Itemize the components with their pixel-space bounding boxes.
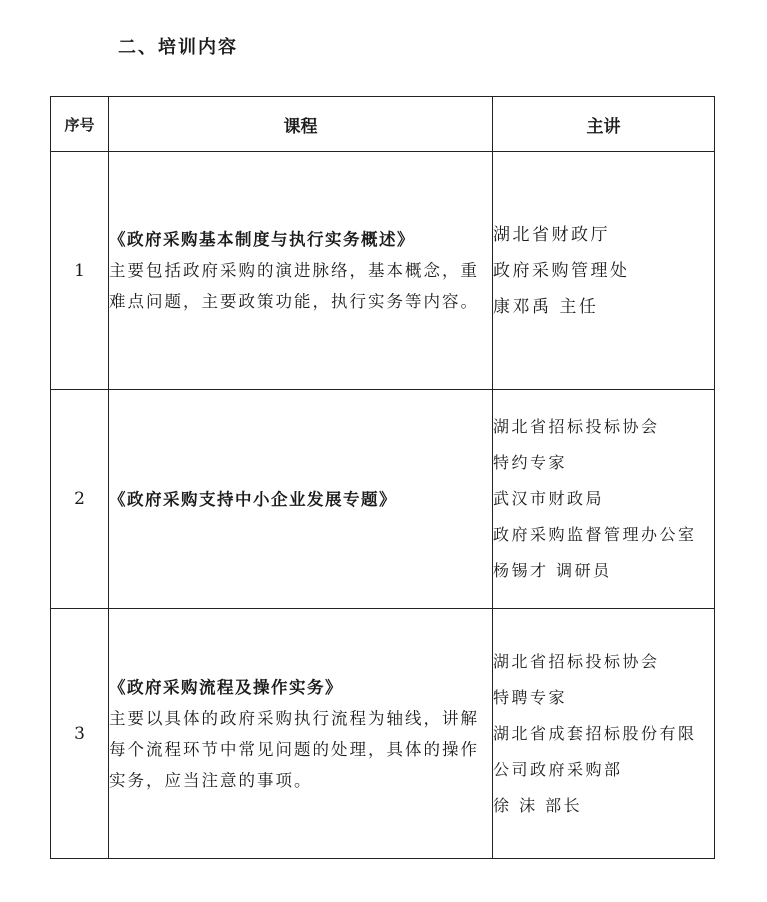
training-schedule-table [50,96,715,859]
speaker-line: 湖北省财政厅 [493,224,610,245]
header-number: 序号 [51,97,109,152]
course-title: 《政府采购流程及操作实务》 [109,677,343,697]
speaker-line: 康邓禹 主任 [493,296,599,317]
speaker-cell [493,390,715,609]
table-row [51,609,715,859]
course-description: 主要包括政府采购的演进脉络，基本概念，重难点问题，主要政策功能，执行实务等内容。 [109,261,479,311]
course-cell [109,390,493,609]
speaker-line: 特聘专家 [493,687,568,707]
speaker-line: 徐 沫 部长 [493,795,583,815]
speaker-line: 杨锡才 调研员 [493,561,612,580]
course-title: 《政府采购支持中小企业发展专题》 [109,489,397,509]
speaker-line: 武汉市财政局 [493,489,605,508]
course-description: 主要以具体的政府采购执行流程为轴线，讲解每个流程环节中常见问题的处理，具体的操作实务，应当注意的事项。 [109,708,479,790]
course-cell [109,609,493,859]
speaker-cell [493,152,715,390]
row-number: 1 [51,152,109,390]
table-row [51,152,715,390]
speaker-line: 政府采购监督管理办公室 [493,525,697,544]
speaker-cell [493,609,715,859]
speaker-line: 湖北省招标投标协会 [493,651,660,671]
course-title: 《政府采购基本制度与执行实务概述》 [109,230,415,249]
table-row [51,390,715,609]
table-header-row [51,97,715,152]
header-speaker: 主讲 [493,97,715,152]
speaker-line: 湖北省成套招标股份有限 [493,723,697,743]
section-heading: 二、培训内容 [118,37,238,58]
speaker-line: 湖北省招标投标协会 [493,417,660,436]
header-course: 课程 [109,97,493,152]
speaker-line: 特约专家 [493,453,568,472]
row-number: 3 [51,609,109,859]
speaker-line: 政府采购管理处 [493,260,630,281]
row-number: 2 [51,390,109,609]
speaker-line: 公司政府采购部 [493,759,623,779]
course-cell [109,152,493,390]
